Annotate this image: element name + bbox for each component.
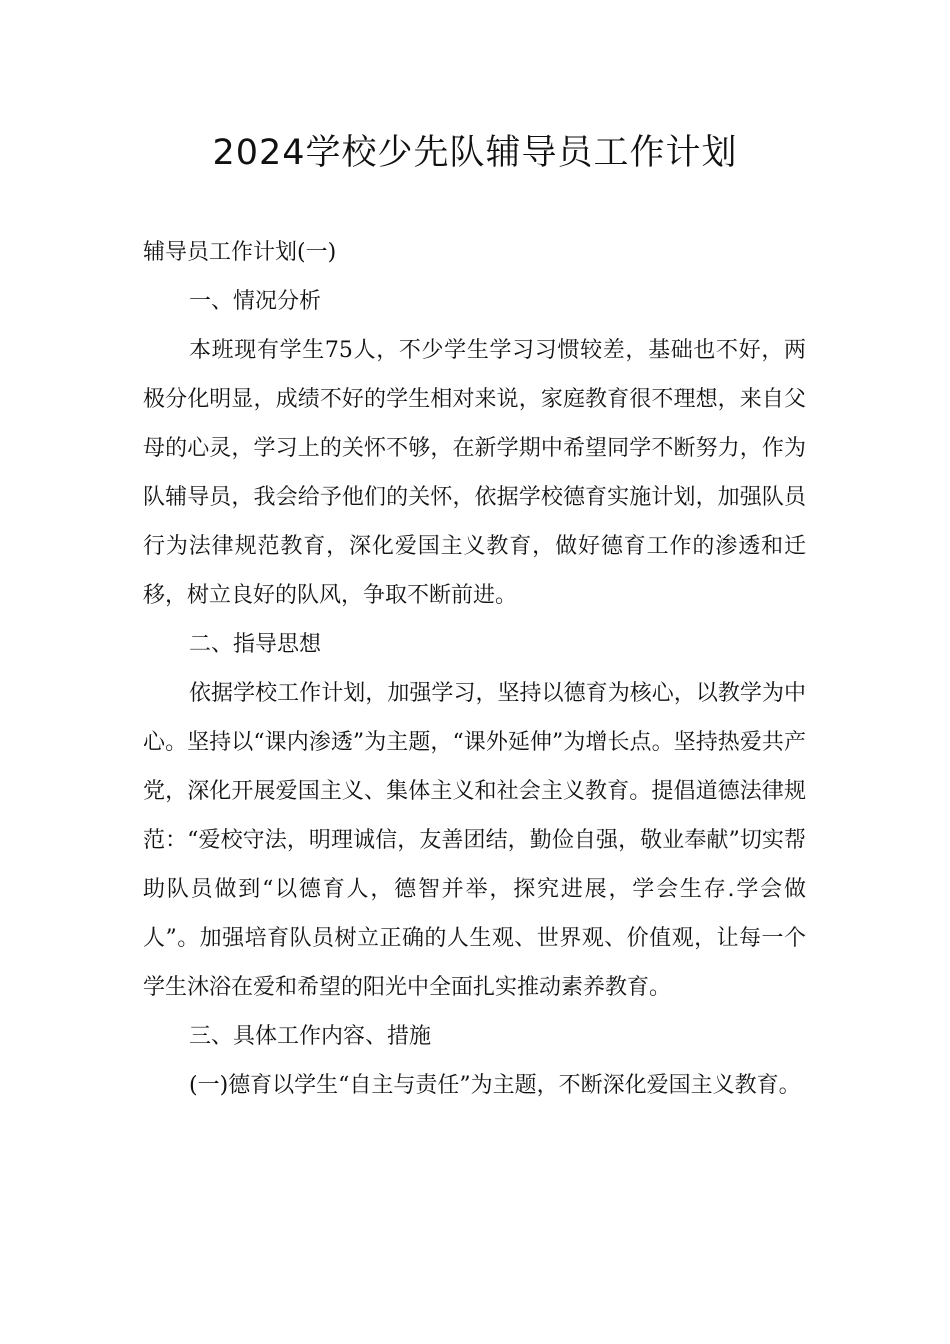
section-paragraph-1: 本班现有学生75人，不少学生学习习惯较差，基础也不好，两极分化明显，成绩不好的学生相对来说，家庭教育很不理想，来自父母的心灵，学习上的关怀不够，在新学期中希望同学不断努力，作为队辅导员，我会给予他们的关怀，依据学校德育实施计划，加强队员行为法律规范教育，深化爱国主义教育，做好德育工作的渗透和迁移，树立良好的队风，争取不断前进。 xyxy=(143,338,806,608)
document-subtitle: 辅导员工作计划(一) xyxy=(143,240,337,265)
section-heading-3: 三、具体工作内容、措施 xyxy=(189,1024,432,1049)
section-paragraph-3: (一)德育以学生“自主与责任”为主题，不断深化爱国主义教育。 xyxy=(189,1073,801,1098)
document-title: 2024学校少先队辅导员工作计划 xyxy=(212,133,738,173)
section-paragraph-2: 依据学校工作计划，加强学习，坚持以德育为核心，以教学为中心。坚持以“课内渗透”为主题，“课外延伸”为增长点。坚持热爱共产党，深化开展爱国主义、集体主义和社会主义教育。提倡道德法律规范：“爱校守法，明理诚信，友善团结，勤俭自强，敬业奉献”切实帮助队员做到“以德育人，德智并举，探究进展，学会生存.学会做人”。加强培育队员树立正确的人生观、世界观、价值观，让每一个学生沐浴在爱和希望的阳光中全面扎实推动素养教育。 xyxy=(143,681,806,1000)
section-heading-1: 一、情况分析 xyxy=(189,289,322,314)
document-body xyxy=(143,228,806,1110)
section-heading-2: 二、指导思想 xyxy=(189,632,322,657)
